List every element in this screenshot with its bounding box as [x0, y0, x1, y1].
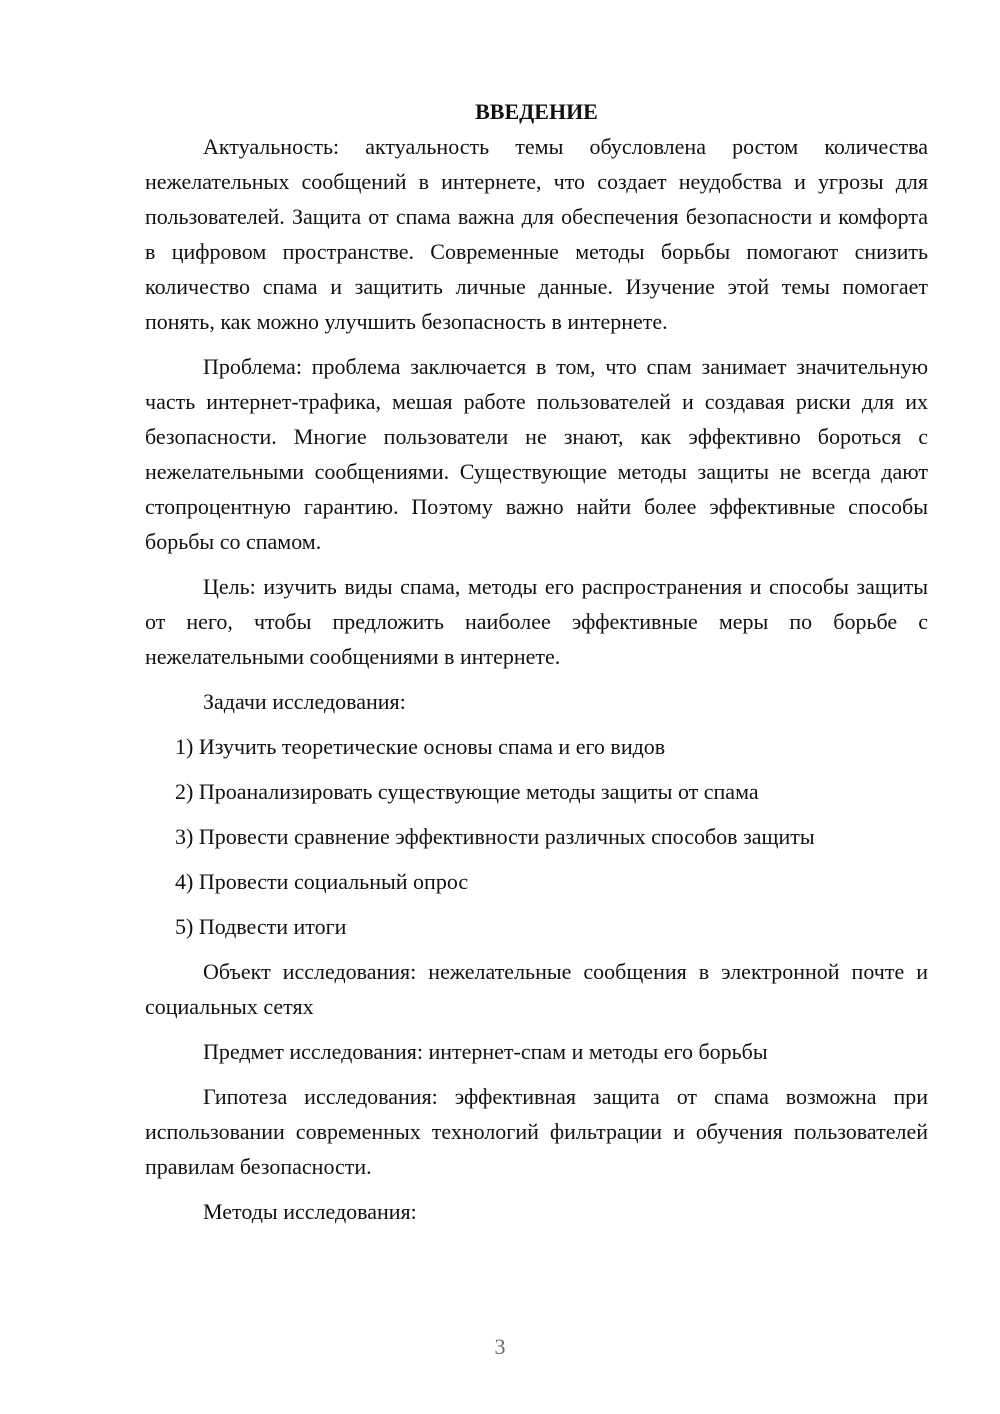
page-number: 3 — [494, 1334, 506, 1359]
paragraph-goal: Цель: изучить виды спама, методы его распространения и способы защиты от него, чтобы предложить наиболее эффективные меры по борьбе с нежелательными сообщениями в интернете. — [145, 574, 928, 669]
list-item: 5) Подвести итоги — [175, 914, 347, 939]
tasks-list — [145, 729, 928, 944]
page-title: ВВЕДЕНИЕ — [475, 99, 598, 124]
paragraph-object: Объект исследования: нежелательные сообщения в электронной почте и социальных сетях — [145, 959, 928, 1019]
paragraph-relevance: Актуальность: актуальность темы обусловлена ростом количества нежелательных сообщений в интернете, что создает неудобства и угрозы для пользователей. Защита от спама важна для обеспечения безопасности и комфорта в цифровом пространстве. Современные методы борьбы помогают снизить количество спама и защитить личные данные. Изучение этой темы помогает понять, как можно улучшить безопасность в интернете. — [145, 134, 928, 334]
tasks-heading: Задачи исследования: — [203, 689, 406, 714]
paragraph-hypothesis: Гипотеза исследования: эффективная защита от спама возможна при использовании современных технологий фильтрации и обучения пользователей правилам безопасности. — [145, 1084, 928, 1179]
paragraph-subject: Предмет исследования: интернет-спам и методы его борьбы — [203, 1039, 768, 1064]
paragraph-methods: Методы исследования: — [203, 1199, 417, 1224]
document-body — [145, 94, 928, 1239]
list-item: 3) Провести сравнение эффективности различных способов защиты — [175, 824, 815, 849]
paragraph-problem: Проблема: проблема заключается в том, что спам занимает значительную часть интернет-трафика, мешая работе пользователей и создавая риски для их безопасности. Многие пользователи не знают, как эффективно бороться с нежелательными сообщениями. Существующие методы защиты не всегда дают стопроцентную гарантию. Поэтому важно найти более эффективные способы борьбы со спамом. — [145, 354, 928, 554]
list-item: 4) Провести социальный опрос — [175, 869, 469, 894]
list-item: 2) Проанализировать существующие методы защиты от спама — [175, 779, 759, 804]
list-item: 1) Изучить теоретические основы спама и его видов — [175, 734, 666, 759]
